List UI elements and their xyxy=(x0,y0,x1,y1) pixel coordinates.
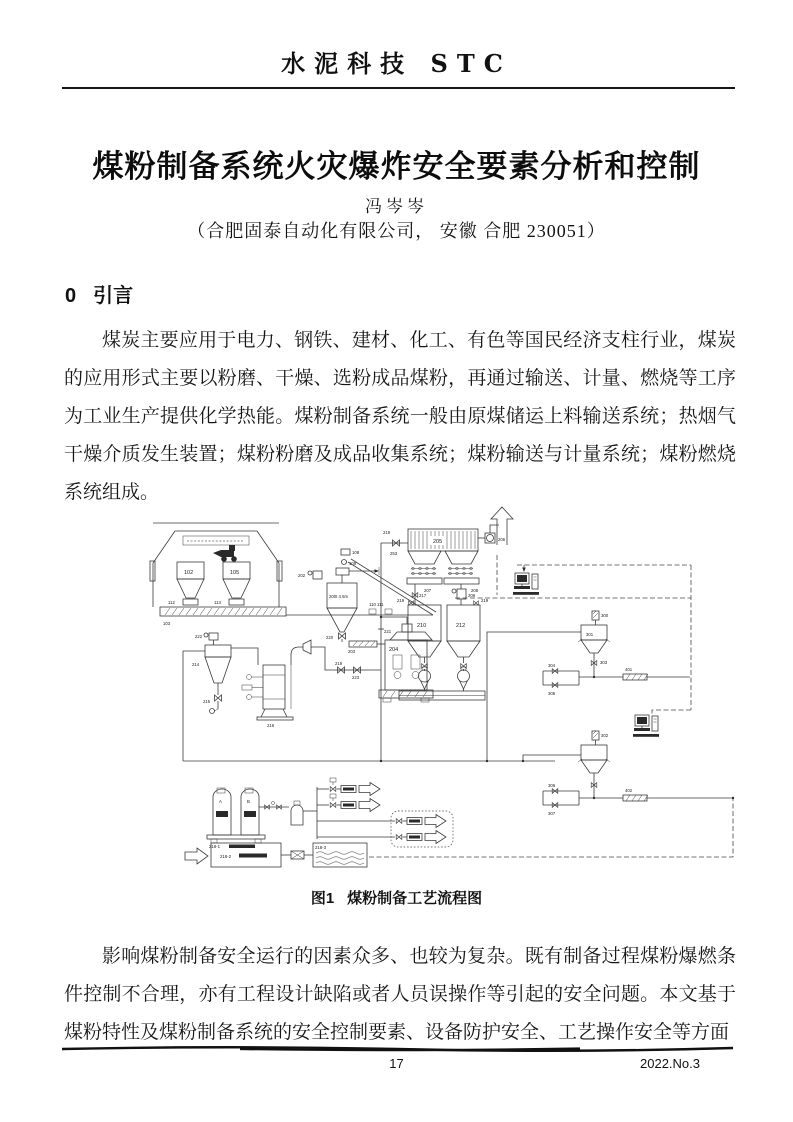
svg-text:209: 209 xyxy=(468,593,476,598)
gas-branch-1 xyxy=(317,778,380,796)
svg-text:220: 220 xyxy=(326,635,334,640)
svg-text:304: 304 xyxy=(548,663,556,668)
figure-caption-text: 煤粉制备工艺流程图 xyxy=(347,890,483,907)
svg-text:B: B xyxy=(247,799,250,804)
svg-text:307: 307 xyxy=(548,811,556,816)
control-workstation-1 xyxy=(513,573,539,595)
svg-text:217: 217 xyxy=(419,593,427,598)
svg-text:218-2: 218-2 xyxy=(220,854,231,859)
svg-text:112: 112 xyxy=(168,600,175,605)
svg-text:401: 401 xyxy=(625,667,633,672)
svg-text:306: 306 xyxy=(548,783,556,788)
svg-text:222: 222 xyxy=(195,634,203,639)
svg-text:113: 113 xyxy=(214,600,221,605)
weigh-hopper-302 xyxy=(578,731,610,799)
svg-text:221: 221 xyxy=(384,629,392,634)
svg-text:305: 305 xyxy=(548,691,556,696)
svg-text:218-1: 218-1 xyxy=(209,844,220,849)
svg-text:215: 215 xyxy=(203,699,211,704)
svg-text:202: 202 xyxy=(298,573,306,578)
powder-bin-212 xyxy=(447,584,489,691)
footer-page-number: 17 xyxy=(389,1056,404,1071)
raw-coal-shed xyxy=(150,523,286,626)
page-title: 煤粉制备系统火灾爆炸安全要素分析和控制 xyxy=(92,148,701,184)
figure-caption xyxy=(0,887,793,908)
svg-text:219: 219 xyxy=(481,598,489,603)
svg-text:A: A xyxy=(219,799,222,804)
gas-branch-3 xyxy=(317,815,446,828)
svg-text:212: 212 xyxy=(456,623,466,629)
svg-text:300: 300 xyxy=(601,613,609,618)
valve-cluster-304-305 xyxy=(543,663,685,696)
gas-branch-4 xyxy=(317,831,446,844)
paragraph-intro-2: 影响煤粉制备安全运行的因素众多、也较为复杂。既有制备过程煤粉爆燃条件控制不合理，亦有工程设计缺陷或者人员误操作等引起的安全问题。本文基于煤粉特性及煤粉制备系统的安全控制要素、设备防护安全、工艺操作安全等方面 xyxy=(64,946,736,1043)
svg-text:210: 210 xyxy=(417,623,427,629)
svg-text:109: 109 xyxy=(349,561,357,566)
svg-text:303: 303 xyxy=(600,660,608,665)
bag-filter xyxy=(381,529,479,593)
svg-text:207: 207 xyxy=(424,588,432,593)
svg-text:206: 206 xyxy=(498,537,506,542)
svg-text:203: 203 xyxy=(348,649,356,654)
svg-text:216: 216 xyxy=(267,723,275,728)
hopper-105-label: 105 xyxy=(230,570,240,576)
wheel-loader-icon xyxy=(213,545,237,562)
author-affiliation: （合肥固泰自动化有限公司， 安徽 合肥 230051） xyxy=(187,221,606,241)
footer-rule xyxy=(60,1044,735,1054)
hopper-102-label: 102 xyxy=(184,570,194,576)
gas-branch-2 xyxy=(317,794,380,812)
svg-text:214: 214 xyxy=(192,662,200,667)
author-name: 冯岑岑 xyxy=(365,197,428,216)
svg-text:218-3: 218-3 xyxy=(315,845,326,850)
svg-text:301: 301 xyxy=(586,632,594,637)
journal-title: 水泥科技 STC xyxy=(281,49,512,78)
weigh-hopper-301 xyxy=(578,611,610,678)
svg-text:110 111: 110 111 xyxy=(369,602,384,607)
section-heading-intro xyxy=(65,279,133,308)
section-number: 0 xyxy=(65,285,77,307)
id-fan xyxy=(478,525,506,543)
svg-text:219: 219 xyxy=(397,598,405,603)
valve-cluster-306-307 xyxy=(543,783,734,816)
section-title: 引言 xyxy=(93,285,134,307)
figure-caption-number: 图1 xyxy=(310,890,335,907)
svg-text:219: 219 xyxy=(335,661,343,666)
vertical-mill xyxy=(378,543,433,761)
header-rule xyxy=(62,87,735,89)
hot-gas-furnace xyxy=(242,640,381,728)
silo-size-label: 200t 4.5m xyxy=(329,594,349,599)
svg-text:253: 253 xyxy=(390,551,398,556)
inerting-gas-system xyxy=(185,778,453,867)
svg-text:223: 223 xyxy=(352,675,360,680)
svg-text:302: 302 xyxy=(601,733,609,738)
svg-text:103: 103 xyxy=(163,621,171,626)
paragraph-intro-1: 煤炭主要应用于电力、钢铁、建材、化工、有色等国民经济支柱行业，煤炭的应用形式主要以粉磨、干燥、选粉成品煤粉，再通过输送、计量、燃烧等工序为工业生产提供化学热能。煤粉制备系统一般由原煤储运上料输送系统；热烟气干燥介质发生装置；煤粉粉磨及成品收集系统；煤粉输送与计量系统；煤粉燃烧系统组成。 xyxy=(64,330,736,503)
svg-text:205: 205 xyxy=(433,539,443,545)
figure-process-flow-diagram xyxy=(145,505,745,883)
svg-text:219: 219 xyxy=(383,530,391,535)
svg-text:108: 108 xyxy=(352,550,360,555)
svg-text:204: 204 xyxy=(389,647,399,653)
svg-text:208: 208 xyxy=(471,588,479,593)
collecting-conveyor xyxy=(399,691,485,700)
svg-text:402: 402 xyxy=(625,788,633,793)
transport-lines xyxy=(183,632,581,762)
footer-issue: 2022.No.3 xyxy=(640,1056,700,1071)
control-workstation-2 xyxy=(633,715,659,737)
